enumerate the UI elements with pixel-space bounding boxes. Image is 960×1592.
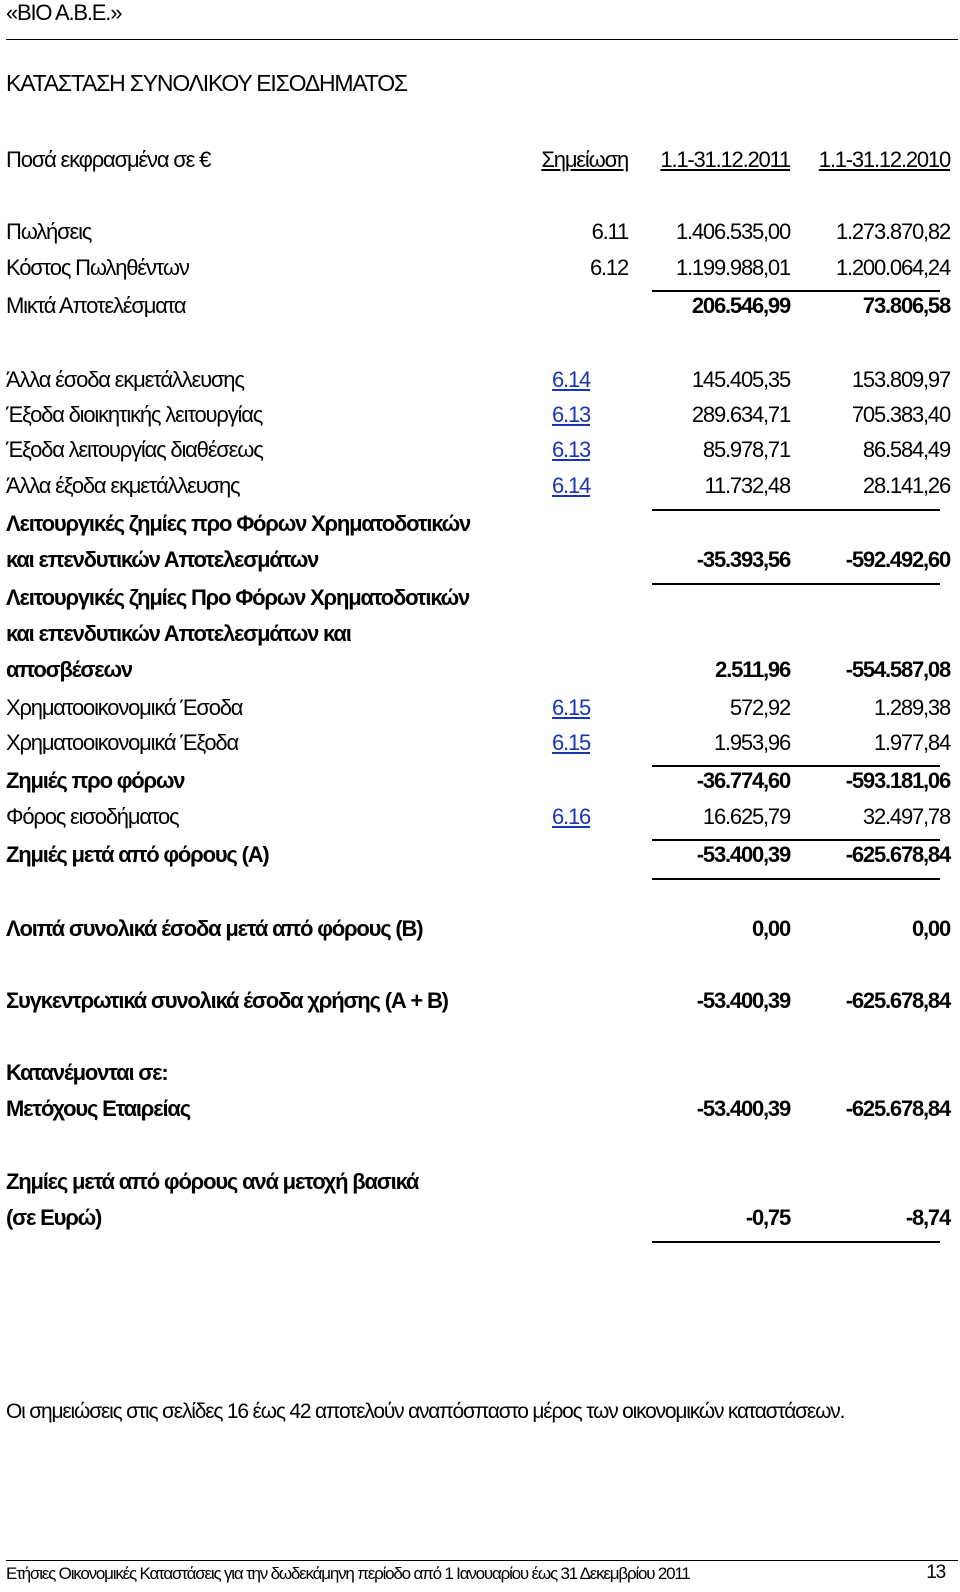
row-note-link[interactable]: 6.15 — [552, 695, 591, 720]
period-2011-header: 1.1-31.12.2011 — [660, 147, 790, 172]
row-value-2010: -593.181,06 — [845, 768, 950, 793]
row-value-2010: 32.497,78 — [862, 804, 950, 829]
row-label: αποσβέσεων — [6, 657, 132, 682]
row-label: Έξοδα διοικητικής λειτουργίας — [6, 402, 263, 427]
table-row-operating-loss-line1 — [0, 508, 960, 540]
row-value-2011: 1.953,96 — [713, 730, 790, 755]
row-value-2010: -8,74 — [905, 1205, 950, 1230]
table-row-shareholders — [0, 1093, 960, 1125]
table-row-eps-line1 — [0, 1166, 960, 1198]
row-value-2011: 11.732,48 — [704, 473, 790, 498]
row-value-2011: 1.406.535,00 — [675, 219, 790, 244]
row-label: Ζημίες μετά από φόρους ανά μετοχή βασικά — [6, 1169, 419, 1194]
table-row-sales — [0, 216, 960, 248]
company-header: «ΒΙΟ Α.Β.Ε.» — [6, 0, 122, 25]
table-row-operating-loss — [0, 544, 960, 576]
statement-title: ΚΑΤΑΣΤΑΣΗ ΣΥΝΟΛΙΚΟΥ ΕΙΣΟΔΗΜΑΤΟΣ — [6, 70, 407, 96]
row-label: Έξοδα λειτουργίας διαθέσεως — [6, 437, 263, 462]
row-value-2010: -592.492,60 — [845, 547, 950, 572]
table-row-cost-of-sales — [0, 252, 960, 284]
row-value-2011: 85.978,71 — [702, 437, 790, 462]
row-value-2011: -35.393,56 — [696, 547, 790, 572]
row-value-2011: -53.400,39 — [696, 988, 790, 1013]
row-value-2010: 73.806,58 — [862, 293, 950, 318]
row-value-2010: 0,00 — [911, 916, 950, 941]
row-value-2010: -554.587,08 — [845, 657, 950, 682]
row-label: Λειτουργικές ζημίες προ Φόρων Χρηματοδοτικών — [6, 511, 471, 536]
period-2010-header: 1.1-31.12.2010 — [818, 147, 950, 172]
notes-statement: Οι σημειώσεις στις σελίδες 16 έως 42 αποτελούν αναπόσπαστο μέρος των οικονομικών καταστάσεων. — [6, 1400, 845, 1423]
table-row-ebitda-line1 — [0, 582, 960, 614]
table-row-ebitda — [0, 654, 960, 686]
row-value-2011: -36.774,60 — [696, 768, 790, 793]
row-label: Άλλα έξοδα εκμετάλλευσης — [6, 473, 240, 498]
total-rule — [652, 1241, 940, 1243]
row-note-link[interactable]: 6.15 — [552, 730, 591, 755]
row-label: Άλλα έσοδα εκμετάλλευσης — [6, 367, 244, 392]
row-label: και επενδυτικών Αποτελεσμάτων — [6, 547, 319, 572]
row-value-2010: 705.383,40 — [851, 402, 950, 427]
row-note: 6.11 — [591, 219, 628, 244]
row-label: Λειτουργικές ζημίες Προ Φόρων Χρηματοδοτικών — [6, 585, 470, 610]
row-label: Πωλήσεις — [6, 219, 92, 244]
row-value-2011: 206.546,99 — [691, 293, 790, 318]
table-row-eps — [0, 1202, 960, 1234]
header-divider — [6, 39, 958, 40]
row-value-2011: 572,92 — [729, 695, 790, 720]
row-value-2010: -625.678,84 — [845, 842, 950, 867]
row-label: Λοιπά συνολικά έσοδα μετά από φόρους (Β) — [6, 916, 423, 941]
row-value-2011: 16.625,79 — [702, 804, 790, 829]
row-note: 6.12 — [589, 255, 628, 280]
row-label: Συγκεντρωτικά συνολικά έσοδα χρήσης (Α + Β) — [6, 988, 448, 1013]
table-row-admin-expenses — [0, 399, 960, 431]
row-value-2011: 145.405,35 — [691, 367, 790, 392]
currency-caption: Ποσά εκφρασμένα σε € — [6, 147, 211, 172]
row-label: (σε Ευρώ) — [6, 1205, 102, 1230]
row-value-2010: 1.977,84 — [873, 730, 950, 755]
row-label: Φόρος εισοδήματος — [6, 804, 179, 829]
total-rule — [652, 878, 940, 880]
row-label: Ζημιές μετά από φόρους (Α) — [6, 842, 269, 867]
table-row-loss-before-tax — [0, 765, 960, 797]
row-note-link[interactable]: 6.14 — [552, 367, 591, 392]
row-value-2010: 1.200.064,24 — [835, 255, 950, 280]
row-value-2011: -53.400,39 — [696, 842, 790, 867]
table-row-income-tax — [0, 801, 960, 833]
table-row-other-expenses — [0, 470, 960, 502]
row-note-link[interactable]: 6.13 — [552, 402, 591, 427]
row-value-2010: 1.289,38 — [873, 695, 950, 720]
column-header-row — [0, 144, 960, 176]
row-label: Κατανέμονται σε: — [6, 1060, 168, 1085]
row-label: και επενδυτικών Αποτελεσμάτων και — [6, 621, 351, 646]
table-row-other-income — [0, 364, 960, 396]
row-value-2011: 1.199.988,01 — [675, 255, 790, 280]
row-label: Μετόχους Εταιρείας — [6, 1096, 190, 1121]
row-value-2010: 153.809,97 — [851, 367, 950, 392]
row-note-link[interactable]: 6.14 — [552, 473, 591, 498]
row-value-2011: -0,75 — [745, 1205, 790, 1230]
row-label: Χρηματοοικονομικά Έξοδα — [6, 730, 238, 755]
row-label: Χρηματοοικονομικά Έσοδα — [6, 695, 243, 720]
page-number: 13 — [926, 1562, 945, 1583]
note-column-header: Σημείωση — [541, 147, 628, 172]
row-value-2011: 2.511,96 — [715, 657, 790, 682]
row-value-2010: 86.584,49 — [862, 437, 950, 462]
row-value-2010: 1.273.870,82 — [835, 219, 950, 244]
row-note-link[interactable]: 6.16 — [552, 804, 591, 829]
row-value-2010: -625.678,84 — [845, 1096, 950, 1121]
footer-divider — [6, 1560, 958, 1561]
table-row-gross-profit — [0, 290, 960, 322]
row-value-2011: 289.634,71 — [691, 402, 790, 427]
row-value-2011: 0,00 — [751, 916, 790, 941]
row-note-link[interactable]: 6.13 — [552, 437, 591, 462]
row-label: Κόστος Πωληθέντων — [6, 255, 189, 280]
row-value-2010: -625.678,84 — [845, 988, 950, 1013]
row-value-2011: -53.400,39 — [696, 1096, 790, 1121]
attributable-heading — [0, 1057, 960, 1089]
footer-text: Ετήσιες Οικονομικές Καταστάσεις για την δωδεκάμηνη περίοδο από 1 Ιανουαρίου έως 31 Δεκεμβρίου 2011 — [6, 1564, 690, 1583]
table-row-ebitda-line2 — [0, 618, 960, 650]
table-row-financial-income — [0, 692, 960, 724]
row-value-2010: 28.141,26 — [862, 473, 950, 498]
table-row-loss-after-tax — [0, 839, 960, 871]
table-row-financial-expenses — [0, 727, 960, 759]
table-row-other-comprehensive-income — [0, 913, 960, 945]
row-label: Μικτά Αποτελέσματα — [6, 293, 186, 318]
table-row-distribution-expenses — [0, 434, 960, 466]
row-label: Ζημιές προ φόρων — [6, 768, 185, 793]
table-row-total-comprehensive-income — [0, 985, 960, 1017]
